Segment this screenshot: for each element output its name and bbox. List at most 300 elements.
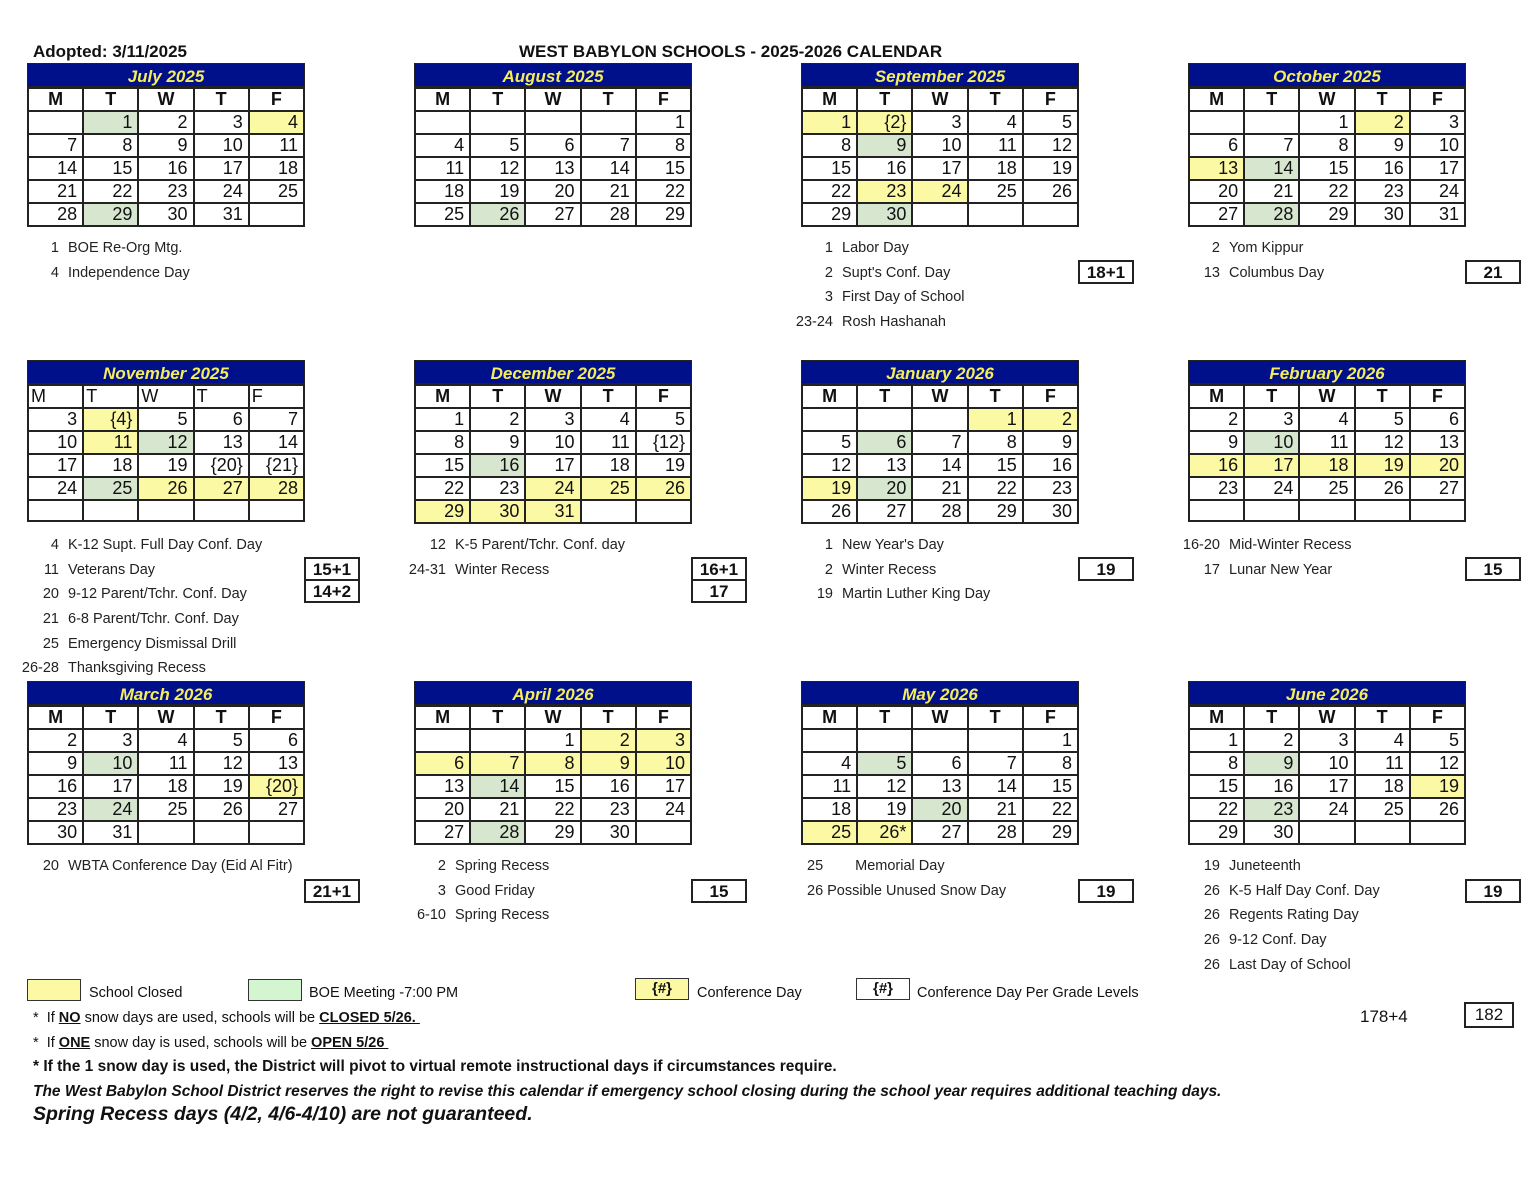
- conference-day-swatch: {#}: [635, 978, 689, 1000]
- day-cell: 6: [525, 134, 580, 157]
- day-cell: 26: [1023, 180, 1078, 203]
- day-cell: 11: [138, 752, 193, 775]
- day-cell: 16: [857, 157, 912, 180]
- empty-cell: [1410, 500, 1465, 521]
- empty-cell: [968, 729, 1023, 752]
- day-cell: 21: [912, 477, 967, 500]
- note-item: [781, 265, 965, 290]
- empty-cell: [1299, 821, 1354, 844]
- day-cell: 28: [1244, 203, 1299, 226]
- note-item: [781, 240, 965, 265]
- weekday-header: M: [415, 88, 470, 111]
- day-cell: 4: [1299, 408, 1354, 431]
- footnote-no-snow-closed: CLOSED 5/26.: [319, 1010, 420, 1026]
- day-cell: 8: [1023, 752, 1078, 775]
- day-cell: 8: [415, 431, 470, 454]
- day-cell: 25: [802, 821, 857, 844]
- day-cell: 25: [138, 798, 193, 821]
- day-cell: 10: [525, 431, 580, 454]
- week-row: [1189, 454, 1465, 477]
- day-cell: 9: [857, 134, 912, 157]
- empty-cell: [636, 500, 691, 523]
- week-row: [415, 408, 691, 431]
- conference-grade-label: Conference Day Per Grade Levels: [917, 985, 1139, 1001]
- day-cell: 19: [1410, 775, 1465, 798]
- week-row: [1189, 752, 1465, 775]
- day-cell: 25: [1299, 477, 1354, 500]
- day-cell: 9: [138, 134, 193, 157]
- week-row: [28, 203, 304, 226]
- day-cell: 12: [1023, 134, 1078, 157]
- note-text: Columbus Day: [1229, 264, 1325, 281]
- day-cell: 18: [581, 454, 636, 477]
- footnote-one-snow-prefix: * If: [33, 1035, 59, 1051]
- instructional-day-count: 18+1: [1078, 260, 1134, 284]
- day-cell: 24: [636, 798, 691, 821]
- weekday-header: F: [1410, 88, 1465, 111]
- school-closed-swatch: [27, 979, 81, 1001]
- weekday-header: F: [1410, 706, 1465, 729]
- day-cell: 12: [194, 752, 249, 775]
- footnote-no-snow: [33, 1010, 420, 1026]
- total-days-value: 182: [1464, 1002, 1514, 1028]
- month-september-2025: [801, 63, 1079, 227]
- week-row: [28, 775, 304, 798]
- day-cell: 16: [28, 775, 83, 798]
- day-cell: {12}: [636, 431, 691, 454]
- day-cell: 28: [470, 821, 525, 844]
- empty-cell: [138, 821, 193, 844]
- day-cell: 26: [194, 798, 249, 821]
- note-text: Lunar New Year: [1229, 561, 1333, 578]
- day-cell: 22: [525, 798, 580, 821]
- empty-cell: [28, 111, 83, 134]
- note-date: 26: [807, 882, 824, 899]
- day-cell: 13: [194, 431, 249, 454]
- day-cell: 18: [83, 454, 138, 477]
- note-item: [1168, 957, 1380, 982]
- weekday-header: T: [194, 706, 249, 729]
- day-cell: 19: [1355, 454, 1410, 477]
- total-days-label: 178+4: [1360, 1007, 1408, 1026]
- day-cell: 4: [968, 111, 1023, 134]
- week-row: [802, 111, 1078, 134]
- note-date: 23-24: [795, 314, 833, 331]
- weekday-header: F: [249, 706, 304, 729]
- week-row: [1189, 134, 1465, 157]
- note-date: 16-20: [1182, 537, 1220, 553]
- day-cell: 24: [1244, 477, 1299, 500]
- empty-cell: [28, 500, 83, 521]
- note-date: 26-28: [21, 660, 59, 677]
- weekday-header: T: [857, 88, 912, 111]
- day-cell: 30: [28, 821, 83, 844]
- month-table: [27, 384, 305, 522]
- empty-cell: [581, 111, 636, 134]
- note-text: Regents Rating Day: [1229, 907, 1359, 924]
- note-date: 2: [437, 858, 446, 874]
- day-cell: 18: [415, 180, 470, 203]
- note-date: 12: [429, 537, 446, 553]
- note-item: [7, 240, 190, 265]
- day-cell: 12: [857, 775, 912, 798]
- day-cell: 2: [470, 408, 525, 431]
- weekday-header: F: [636, 88, 691, 111]
- day-cell: 3: [636, 729, 691, 752]
- month-title: October 2025: [1188, 63, 1466, 87]
- day-cell: 8: [1299, 134, 1354, 157]
- week-row: [802, 134, 1078, 157]
- day-cell: 25: [1355, 798, 1410, 821]
- day-cell: 11: [1355, 752, 1410, 775]
- week-row: [1189, 729, 1465, 752]
- day-cell: 27: [194, 477, 249, 500]
- day-cell: 29: [83, 203, 138, 226]
- footnote-one-snow: [33, 1035, 388, 1051]
- day-cell: 8: [802, 134, 857, 157]
- day-cell: 10: [1410, 134, 1465, 157]
- note-item: [781, 586, 990, 611]
- week-row: [802, 729, 1078, 752]
- empty-cell: [581, 500, 636, 523]
- day-cell: 30: [581, 821, 636, 844]
- day-cell: 16: [1355, 157, 1410, 180]
- week-row: [28, 477, 304, 500]
- day-cell: 20: [1410, 454, 1465, 477]
- note-text: First Day of School: [842, 289, 965, 306]
- day-cell: 11: [83, 431, 138, 454]
- week-row: [1189, 157, 1465, 180]
- note-text: K-5 Parent/Tchr. Conf. day: [455, 537, 626, 553]
- day-cell: 5: [470, 134, 525, 157]
- weekday-header: W: [525, 88, 580, 111]
- day-cell: 20: [912, 798, 967, 821]
- weekday-header: W: [1299, 706, 1354, 729]
- adopted-date: Adopted: 3/11/2025: [33, 42, 188, 61]
- day-cell: 17: [912, 157, 967, 180]
- day-cell: 5: [636, 408, 691, 431]
- empty-cell: [249, 500, 304, 521]
- month-table: [27, 705, 305, 845]
- empty-cell: [857, 408, 912, 431]
- week-row: [415, 477, 691, 500]
- week-row: [1189, 477, 1465, 500]
- day-cell: 7: [28, 134, 83, 157]
- weekday-header: W: [525, 385, 580, 408]
- week-row: [1189, 180, 1465, 203]
- day-cell: 23: [857, 180, 912, 203]
- footnote-no-snow-emphasis: NO: [58, 1010, 81, 1026]
- week-row: [415, 752, 691, 775]
- note-text: Last Day of School: [1229, 956, 1351, 973]
- day-cell: 17: [28, 454, 83, 477]
- day-cell: 21: [581, 180, 636, 203]
- note-date: 1: [50, 240, 59, 256]
- day-cell: 11: [968, 134, 1023, 157]
- note-text: K-12 Supt. Full Day Conf. Day: [68, 537, 263, 553]
- weekday-header: M: [28, 88, 83, 111]
- note-text: Winter Recess: [455, 561, 550, 578]
- day-cell: 6: [857, 431, 912, 454]
- note-text: Winter Recess: [842, 561, 937, 578]
- day-cell: 29: [1299, 203, 1354, 226]
- week-row: [1189, 798, 1465, 821]
- day-cell: 24: [525, 477, 580, 500]
- day-cell: 19: [194, 775, 249, 798]
- instructional-day-count: 16+1: [691, 557, 747, 581]
- note-date: 19: [816, 586, 833, 603]
- month-february-2026: [1188, 360, 1466, 522]
- day-cell: 31: [1410, 203, 1465, 226]
- weekday-header: T: [83, 385, 138, 408]
- day-cell: 18: [968, 157, 1023, 180]
- day-cell: 25: [249, 180, 304, 203]
- day-cell: 10: [1244, 431, 1299, 454]
- day-cell: 28: [581, 203, 636, 226]
- day-cell: 5: [1355, 408, 1410, 431]
- day-cell: 24: [194, 180, 249, 203]
- day-cell: 5: [1023, 111, 1078, 134]
- note-text: Supt's Conf. Day: [842, 264, 951, 281]
- note-text: Martin Luther King Day: [842, 586, 991, 603]
- empty-cell: [968, 203, 1023, 226]
- note-date: 2: [1211, 240, 1220, 256]
- day-cell: 4: [1355, 729, 1410, 752]
- note-text: Thanksgiving Recess: [68, 660, 206, 677]
- weekday-header: W: [138, 706, 193, 729]
- day-cell: 29: [525, 821, 580, 844]
- day-cell: 7: [249, 408, 304, 431]
- day-cell: 5: [1410, 729, 1465, 752]
- day-cell: 6: [912, 752, 967, 775]
- week-row: [415, 134, 691, 157]
- empty-cell: [249, 203, 304, 226]
- day-cell: 23: [28, 798, 83, 821]
- day-cell: 7: [581, 134, 636, 157]
- day-cell: 25: [415, 203, 470, 226]
- note-item: [7, 636, 262, 661]
- page-title: WEST BABYLON SCHOOLS - 2025-2026 CALENDAR: [519, 42, 943, 61]
- week-row: [28, 752, 304, 775]
- month-title: January 2026: [801, 360, 1079, 384]
- note-date: 26: [1203, 956, 1220, 973]
- month-table: [1188, 87, 1466, 227]
- day-cell: 29: [968, 500, 1023, 523]
- weekday-header: T: [1244, 706, 1299, 729]
- day-cell: 9: [581, 752, 636, 775]
- boe-meeting-swatch: [248, 979, 302, 1001]
- month-october-2025: [1188, 63, 1466, 227]
- month-notes: [1168, 537, 1351, 586]
- empty-cell: [857, 729, 912, 752]
- week-row: [802, 821, 1078, 844]
- day-cell: 1: [636, 111, 691, 134]
- month-title: November 2025: [27, 360, 305, 384]
- weekday-header: T: [1355, 706, 1410, 729]
- weekday-header: M: [802, 385, 857, 408]
- weekday-header: M: [1189, 385, 1244, 408]
- note-date: 1: [824, 537, 833, 553]
- day-cell: 16: [470, 454, 525, 477]
- footnote-reserve: The West Babylon School District reserves the right to revise this calendar if emergency school closing during the school year requires additional teaching days.: [33, 1083, 1222, 1100]
- day-cell: 26: [802, 500, 857, 523]
- day-cell: 30: [1244, 821, 1299, 844]
- day-cell: 13: [415, 775, 470, 798]
- day-cell: 29: [802, 203, 857, 226]
- weekday-header: M: [802, 706, 857, 729]
- note-text: Good Friday: [455, 882, 535, 899]
- note-date: 4: [50, 537, 59, 553]
- note-date: 26: [1203, 932, 1220, 949]
- month-may-2026: [801, 681, 1079, 845]
- day-cell: 13: [249, 752, 304, 775]
- day-cell: 8: [525, 752, 580, 775]
- note-date: 25: [807, 858, 824, 874]
- weekday-header: T: [968, 385, 1023, 408]
- month-notes: [7, 858, 293, 883]
- day-cell: 19: [802, 477, 857, 500]
- empty-cell: [1023, 203, 1078, 226]
- day-cell: 28: [28, 203, 83, 226]
- day-cell: 26*: [857, 821, 912, 844]
- weekday-header: T: [581, 385, 636, 408]
- day-cell: 2: [1023, 408, 1078, 431]
- month-table: [27, 87, 305, 227]
- day-cell: 17: [1299, 775, 1354, 798]
- note-text: Possible Unused Snow Day: [827, 882, 1007, 899]
- day-cell: 8: [636, 134, 691, 157]
- month-june-2026: [1188, 681, 1466, 845]
- empty-cell: [415, 729, 470, 752]
- day-cell: 15: [415, 454, 470, 477]
- empty-cell: [470, 111, 525, 134]
- note-date: 19: [1203, 858, 1220, 874]
- day-cell: 15: [1299, 157, 1354, 180]
- instructional-day-count: 21+1: [304, 879, 360, 903]
- day-cell: 4: [415, 134, 470, 157]
- day-cell: 10: [83, 752, 138, 775]
- weekday-header: M: [1189, 88, 1244, 111]
- empty-cell: [1299, 500, 1354, 521]
- day-cell: 21: [1244, 180, 1299, 203]
- day-cell: 14: [912, 454, 967, 477]
- month-notes: [781, 240, 965, 339]
- week-row: [1189, 500, 1465, 521]
- day-cell: 23: [581, 798, 636, 821]
- note-item: [394, 562, 625, 587]
- day-cell: 3: [1299, 729, 1354, 752]
- day-cell: 19: [857, 798, 912, 821]
- note-date: 26: [1203, 907, 1220, 924]
- note-text: Spring Recess: [455, 907, 550, 924]
- day-cell: 15: [525, 775, 580, 798]
- month-january-2026: [801, 360, 1079, 524]
- day-cell: 10: [28, 431, 83, 454]
- weekday-header: T: [857, 706, 912, 729]
- week-row: [1189, 821, 1465, 844]
- day-cell: 10: [1299, 752, 1354, 775]
- note-item: [394, 883, 549, 908]
- month-table: [414, 384, 692, 524]
- month-title: July 2025: [27, 63, 305, 87]
- note-item: [7, 858, 293, 883]
- day-cell: 10: [636, 752, 691, 775]
- day-cell: 4: [802, 752, 857, 775]
- note-date: 2: [824, 264, 833, 281]
- week-row: [802, 454, 1078, 477]
- note-date: 25: [42, 635, 59, 652]
- day-cell: 16: [138, 157, 193, 180]
- day-cell: 26: [1410, 798, 1465, 821]
- footnote-spring-recess: Spring Recess days (4/2, 4/6-4/10) are not guaranteed.: [33, 1103, 533, 1125]
- instructional-day-count: 15+1: [304, 557, 360, 581]
- day-cell: 3: [912, 111, 967, 134]
- note-text: Spring Recess: [455, 858, 550, 874]
- month-table: [801, 384, 1079, 524]
- day-cell: 14: [470, 775, 525, 798]
- day-cell: 3: [194, 111, 249, 134]
- day-cell: 9: [1023, 431, 1078, 454]
- month-notes: [781, 537, 990, 611]
- day-cell: 26: [1355, 477, 1410, 500]
- month-table: [414, 87, 692, 227]
- day-cell: 30: [857, 203, 912, 226]
- day-cell: 26: [138, 477, 193, 500]
- day-cell: 19: [138, 454, 193, 477]
- day-cell: 18: [249, 157, 304, 180]
- week-row: [802, 752, 1078, 775]
- week-row: [415, 111, 691, 134]
- day-cell: 27: [912, 821, 967, 844]
- day-cell: 28: [912, 500, 967, 523]
- note-date: 3: [437, 882, 446, 899]
- weekday-header: T: [968, 88, 1023, 111]
- week-row: [28, 454, 304, 477]
- note-date: 2: [824, 561, 833, 578]
- week-row: [415, 431, 691, 454]
- day-cell: 10: [194, 134, 249, 157]
- empty-cell: [470, 729, 525, 752]
- note-text: Independence Day: [68, 264, 190, 281]
- note-item: [807, 858, 1006, 883]
- day-cell: 6: [1410, 408, 1465, 431]
- instructional-day-count: 14+2: [304, 581, 360, 603]
- day-cell: 22: [1299, 180, 1354, 203]
- note-item: [1168, 932, 1380, 957]
- empty-cell: [912, 729, 967, 752]
- week-row: [415, 798, 691, 821]
- note-text: New Year's Day: [842, 537, 944, 553]
- month-notes: [394, 858, 549, 932]
- week-row: [802, 477, 1078, 500]
- day-cell: 20: [1189, 180, 1244, 203]
- day-cell: 22: [83, 180, 138, 203]
- empty-cell: [1410, 821, 1465, 844]
- day-cell: {20}: [194, 454, 249, 477]
- day-cell: 6: [1189, 134, 1244, 157]
- day-cell: 23: [1023, 477, 1078, 500]
- note-text: 9-12 Conf. Day: [1229, 932, 1327, 949]
- note-item: [7, 611, 262, 636]
- note-item: [1168, 858, 1380, 883]
- day-cell: 4: [581, 408, 636, 431]
- day-cell: {2}: [857, 111, 912, 134]
- day-cell: {20}: [249, 775, 304, 798]
- week-row: [28, 111, 304, 134]
- day-cell: 10: [912, 134, 967, 157]
- week-row: [415, 180, 691, 203]
- note-text: Juneteenth: [1229, 858, 1301, 874]
